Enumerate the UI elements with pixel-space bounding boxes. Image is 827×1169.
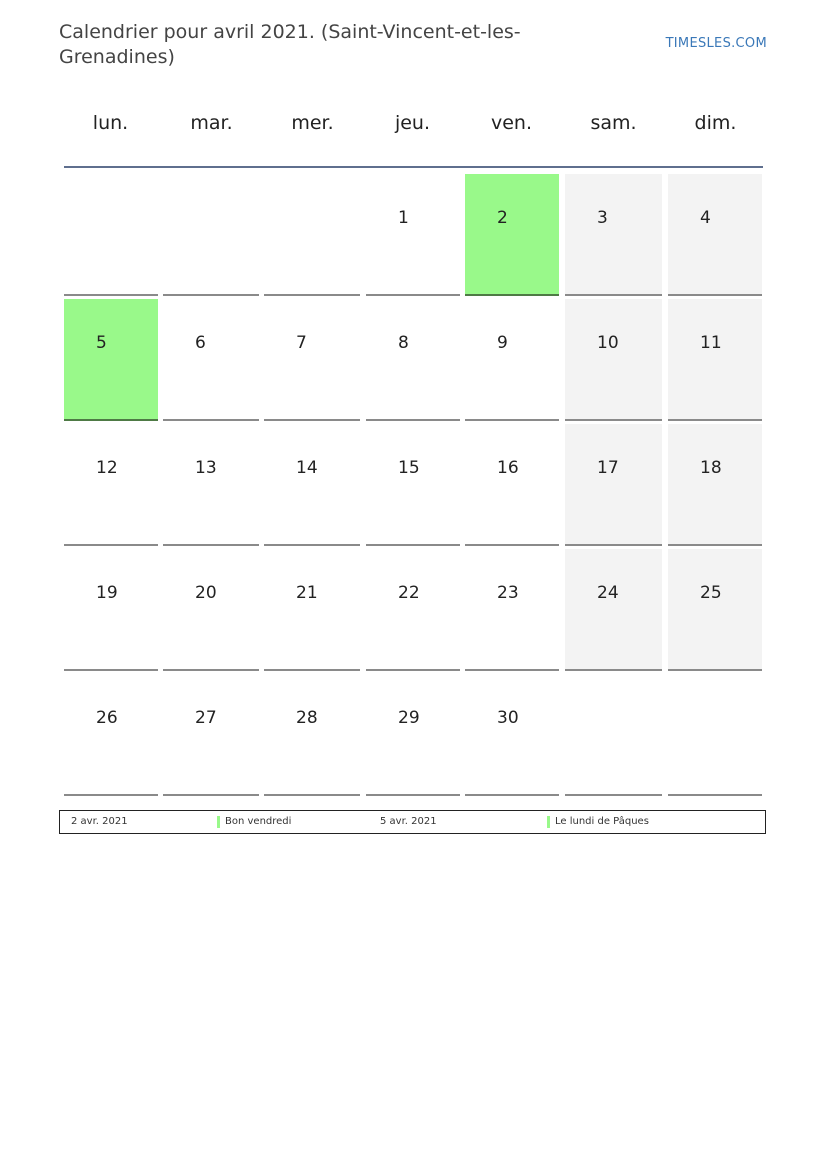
day-cell[interactable] (668, 424, 762, 546)
day-cell[interactable] (366, 674, 460, 796)
day-number: 20 (195, 583, 217, 603)
legend-color-swatch (217, 816, 220, 828)
holiday-legend (59, 810, 766, 834)
day-number: 5 (96, 333, 107, 353)
weekday-header (62, 112, 765, 146)
day-cell[interactable] (264, 549, 360, 671)
weekday-mon: lun. (92, 112, 129, 134)
day-cell[interactable] (264, 424, 360, 546)
brand-link[interactable]: TIMESLES.COM (665, 36, 767, 51)
weekday-thu: jeu. (394, 112, 431, 134)
day-number: 30 (497, 708, 519, 728)
empty-day-cell (264, 174, 360, 296)
empty-day-cell (64, 174, 158, 296)
day-cell[interactable] (465, 424, 559, 546)
day-number: 28 (296, 708, 318, 728)
day-number: 9 (497, 333, 508, 353)
legend-holiday-name: Le lundi de Pâques (555, 816, 649, 827)
empty-day-cell (668, 674, 762, 796)
day-cell[interactable] (264, 299, 360, 421)
day-cell[interactable] (163, 424, 259, 546)
empty-day-cell (565, 674, 662, 796)
day-number: 2 (497, 208, 508, 228)
day-number: 7 (296, 333, 307, 353)
day-number: 29 (398, 708, 420, 728)
day-cell[interactable] (465, 299, 559, 421)
day-number: 12 (96, 458, 118, 478)
day-cell[interactable] (668, 299, 762, 421)
day-cell[interactable] (64, 549, 158, 671)
weekday-wed: mer. (291, 112, 334, 134)
day-number: 3 (597, 208, 608, 228)
day-cell[interactable] (64, 424, 158, 546)
day-number: 16 (497, 458, 519, 478)
day-number: 14 (296, 458, 318, 478)
day-number: 13 (195, 458, 217, 478)
weekday-tue: mar. (190, 112, 233, 134)
day-cell[interactable] (565, 174, 662, 296)
header-divider (64, 166, 763, 168)
day-number: 8 (398, 333, 409, 353)
day-number: 19 (96, 583, 118, 603)
day-number: 18 (700, 458, 722, 478)
day-cell[interactable] (465, 174, 559, 296)
day-number: 10 (597, 333, 619, 353)
legend-date: 5 avr. 2021 (380, 816, 437, 827)
day-cell[interactable] (366, 549, 460, 671)
day-cell[interactable] (163, 674, 259, 796)
legend-holiday-name: Bon vendredi (225, 816, 292, 827)
weekday-fri: ven. (490, 112, 532, 134)
day-cell[interactable] (64, 674, 158, 796)
day-cell[interactable] (366, 424, 460, 546)
day-number: 22 (398, 583, 420, 603)
day-number: 15 (398, 458, 420, 478)
day-number: 23 (497, 583, 519, 603)
legend-date: 2 avr. 2021 (71, 816, 128, 827)
day-cell[interactable] (163, 299, 259, 421)
weekday-sun: dim. (694, 112, 737, 134)
day-cell[interactable] (366, 299, 460, 421)
day-number: 24 (597, 583, 619, 603)
day-cell[interactable] (366, 174, 460, 296)
day-cell[interactable] (668, 549, 762, 671)
page-title: Calendrier pour avril 2021. (Saint-Vincent-et-les-Grenadines) (59, 21, 521, 68)
legend-color-swatch (547, 816, 550, 828)
day-number: 27 (195, 708, 217, 728)
day-number: 6 (195, 333, 206, 353)
day-number: 21 (296, 583, 318, 603)
day-cell[interactable] (465, 674, 559, 796)
day-cell[interactable] (565, 299, 662, 421)
day-cell[interactable] (565, 549, 662, 671)
day-cell[interactable] (465, 549, 559, 671)
day-cell[interactable] (64, 299, 158, 421)
day-number: 4 (700, 208, 711, 228)
day-number: 26 (96, 708, 118, 728)
day-cell[interactable] (565, 424, 662, 546)
day-number: 25 (700, 583, 722, 603)
day-number: 17 (597, 458, 619, 478)
empty-day-cell (163, 174, 259, 296)
day-number: 1 (398, 208, 409, 228)
day-number: 11 (700, 333, 722, 353)
day-cell[interactable] (264, 674, 360, 796)
day-cell[interactable] (163, 549, 259, 671)
day-cell[interactable] (668, 174, 762, 296)
weekday-sat: sam. (590, 112, 637, 134)
